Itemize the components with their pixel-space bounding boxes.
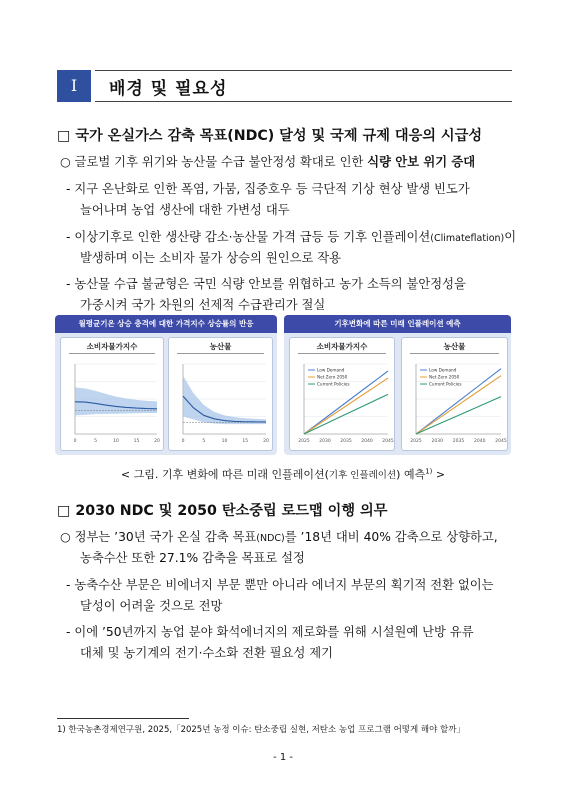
- confidence-band: [75, 387, 157, 415]
- chart-agri-shock-response: [169, 356, 272, 448]
- confidence-band: [183, 376, 266, 424]
- bullet-text: ○ 글로벌 기후 위기와 농산물 수급 불안정성 확대로 인한: [60, 155, 368, 169]
- caption-text: < 그림. 기후 변화에 따른 미래 인플레이션(: [120, 468, 329, 481]
- x-tick-label: 5: [94, 439, 97, 444]
- x-tick-label: 2040: [474, 439, 486, 444]
- chart-card-agri-shock: [168, 337, 273, 451]
- dash-text-end: 이: [504, 230, 517, 244]
- x-tick-label: 2030: [431, 439, 443, 444]
- series-line: [304, 394, 388, 434]
- bullet-emphasis: 식량 안보 위기 증대: [367, 155, 476, 169]
- dash-item-1-line-1: - 지구 온난화로 인한 폭염, 가뭄, 집중호우 등 극단적 기상 현상 발생 빈도가: [66, 182, 470, 196]
- chart-cpi-forecast: [290, 356, 394, 448]
- chart-title: 소비자물가지수: [86, 342, 138, 351]
- dash-item-3-line-2: 가중시켜 국가 차원의 선제적 수급관리가 절실: [80, 298, 326, 312]
- section-header: [57, 70, 512, 104]
- dash-energy-line-1: - 농축수산 부문은 비에너지 부문 뿐만 아니라 에너지 부문의 획기적 전환 없이는: [66, 578, 494, 592]
- x-tick-label: 2025: [410, 439, 422, 444]
- dash-item-2-line-2: 발생하며 이는 소비자 물가 상승의 원인으로 작용: [80, 251, 342, 265]
- x-tick-label: 2045: [382, 439, 394, 444]
- panel-header-left: 월평균기온 상승 충격에 대한 가격지수 상승률의 반응: [55, 315, 277, 333]
- figure-climate-inflation: [55, 315, 511, 455]
- chart-title-rule: [177, 353, 264, 354]
- caption-small: 기후 인플레이션: [328, 470, 397, 481]
- series-line: [416, 397, 501, 434]
- chart-title: 소비자물가지수: [316, 342, 368, 351]
- chart-card-agri-forecast: [401, 337, 508, 451]
- footnote-ref[interactable]: 1): [425, 467, 433, 476]
- bullet-government-target-line-2: 농축수산 또한 27.1% 감축을 목표로 설정: [80, 551, 305, 565]
- x-tick-label: 0: [181, 439, 185, 444]
- x-tick-label: 10: [221, 439, 228, 444]
- x-tick-label: 5: [202, 439, 206, 444]
- x-tick-label: 15: [133, 439, 140, 444]
- footnote: 1) 한국농촌경제연구원, 2025,「2025년 농정 이슈: 탄소중립 실현, 저탄소 농업 프로그램 어떻게 해야 할까」: [57, 725, 465, 735]
- x-tick-label: 0: [73, 439, 77, 444]
- section-title: 배경 및 필요성: [109, 79, 228, 99]
- section-number-badge: Ⅰ: [57, 70, 91, 102]
- subheading-ndc-roadmap: □ 2030 NDC 및 2050 탄소중립 로드맵 이행 의무: [57, 503, 388, 519]
- x-tick-label: 10: [113, 439, 119, 444]
- legend-label: Low Demand: [429, 367, 457, 373]
- bullet-text-end: 를 ’18년 대비 40% 감축으로 상향하고,: [284, 530, 498, 544]
- figure-panel-left: [55, 315, 277, 455]
- series-line: [304, 371, 388, 434]
- chart-card-cpi-forecast: [289, 337, 395, 451]
- x-tick-label: 2025: [298, 439, 310, 444]
- section-rule-top: [95, 70, 512, 71]
- x-tick-label: 20: [154, 439, 160, 444]
- figure-caption: [0, 466, 566, 482]
- x-tick-label: 15: [242, 439, 249, 444]
- legend-label: Net Zero 2050: [429, 374, 460, 380]
- dash-energy-line-2: 달성이 어려울 것으로 전망: [80, 599, 223, 613]
- dash-text: - 이상기후로 인한 생산량 감소·농산물 가격 급등 등 기후 인플레이션: [66, 230, 431, 244]
- chart-title: 농산물: [209, 342, 232, 351]
- x-tick-label: 2035: [452, 439, 465, 444]
- bullet-text: ○ 정부는 ’30년 국가 온실 감축 목표: [60, 530, 257, 544]
- dash-small-text: (Climateflation): [430, 233, 505, 244]
- chart-title-rule: [410, 353, 499, 354]
- dash-item-1-line-2: 늘어나며 농업 생산에 대한 가변성 대두: [80, 203, 290, 217]
- footnote-rule: [57, 718, 189, 719]
- dash-fossil-line-1: - 이에 ’50년까지 농업 분야 화석에너지의 제로화를 위해 시설원예 난방 유류: [66, 625, 474, 639]
- caption-text-mid: ) 예측: [396, 468, 426, 481]
- chart-agri-forecast: [402, 356, 507, 448]
- bullet-government-target-line-1: [60, 527, 498, 549]
- page-number: - 1 -: [273, 752, 293, 763]
- dash-fossil-line-2: 대체 및 농기계의 전기·수소화 전환 필요성 제기: [80, 646, 334, 660]
- section-rule-bottom: [95, 101, 512, 102]
- chart-title-rule: [298, 353, 386, 354]
- x-tick-label: 2035: [340, 439, 352, 444]
- subheading-ndc-urgency: □ 국가 온실가스 감축 목표(NDC) 달성 및 국제 규제 대응의 시급성: [57, 128, 483, 144]
- x-tick-label: 2030: [319, 439, 331, 444]
- legend-label: Low Demand: [317, 367, 345, 373]
- panel-header-right: 기후변화에 따른 미래 인플레이션 예측: [284, 315, 511, 333]
- bullet-small: (NDC): [256, 533, 285, 544]
- caption-text-end: >: [432, 468, 446, 481]
- chart-title-rule: [69, 353, 155, 354]
- dash-item-3-line-1: - 농산물 수급 불균형은 국민 식량 안보를 위협하고 농가 소득의 불안정성을: [66, 277, 466, 291]
- chart-card-cpi-shock: [60, 337, 164, 451]
- legend-label: Current Policies: [317, 381, 350, 387]
- chart-cpi-shock-response: [61, 356, 163, 448]
- x-tick-label: 2040: [361, 439, 373, 444]
- figure-panel-right: [284, 315, 511, 455]
- x-tick-label: 2045: [495, 439, 507, 444]
- x-tick-label: 20: [263, 439, 269, 444]
- legend-label: Current Policies: [429, 381, 462, 387]
- dash-item-2-line-1: [66, 227, 516, 249]
- legend-label: Net Zero 2050: [317, 374, 348, 380]
- bullet-food-security: [60, 152, 475, 173]
- chart-title: 농산물: [443, 342, 466, 351]
